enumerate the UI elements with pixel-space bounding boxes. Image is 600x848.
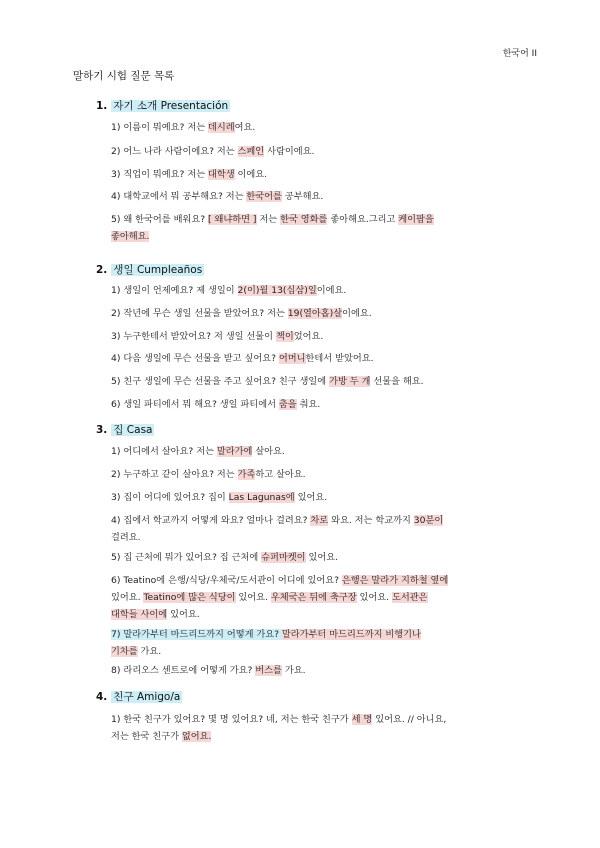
question-item: 6) 생일 파티에서 뭐 해요? 생일 파티에서 춤을 춰요. bbox=[111, 399, 321, 410]
question-item: 4) 집에서 학교까지 어떻게 와요? 얼마나 걸려요? 차로 와요. 저는 학교까지 30분이 걸려요. bbox=[111, 515, 444, 543]
question-item: 1) 생일이 언제예요? 제 생일이 2(이)월 13(십삼)일이에요. bbox=[111, 285, 347, 296]
question-item: 3) 직업이 뭐예요? 저는 대학생 이에요. bbox=[111, 169, 268, 180]
question-item: 7) 말라가부터 마드리드까지 어떻게 가요? 말라가부터 마드리드까지 비행기나 기차를 가요. bbox=[111, 629, 421, 657]
question-item: 1) 어디에서 살아요? 저는 말라가에 살아요. bbox=[111, 446, 285, 457]
question-item: 2) 작년에 무슨 생일 선물을 받았어요? 저는 19(열아홉)살이에요. bbox=[111, 308, 372, 319]
section-title: 자기 소개 bbox=[113, 100, 158, 112]
section-number: 1. bbox=[96, 100, 108, 112]
question-item: 3) 누구한테서 받았어요? 저 생일 선물이 책이었어요. bbox=[111, 331, 324, 342]
section-heading-1 bbox=[96, 98, 230, 113]
question-item: 5) 친구 생일에 무슨 선물을 주고 싶어요? 친구 생일에 가방 두 개 선물을 해요. bbox=[111, 376, 424, 387]
question-item: 2) 어느 나라 사람이에요? 저는 스페인 사람이에요. bbox=[111, 146, 315, 157]
section-heading-2: 2. 생일 Cumpleaños bbox=[96, 264, 203, 276]
question-item: 1) 이름이 뭐예요? 저는 데시레여요. bbox=[111, 122, 256, 133]
question-item: 6) Teatino에 은행/식당/우체국/도서관이 어디에 있어요? 은행은 말라가 지하철 옆에 있어요. Teatino에 많은 식당이 있어요. 우체국은 뒤에 축구장 있어요. 도서관은 대학들 사이에 있어요. bbox=[111, 575, 449, 620]
question-item: 3) 집이 어디에 있어요? 집이 Las Lagunas에 있어요. bbox=[111, 492, 328, 503]
question-item: 5) 집 근처에 뭐가 있어요? 집 근처에 슈퍼마켓이 있어요. bbox=[111, 552, 338, 563]
question-item: 4) 다음 생일에 무슨 선물을 받고 싶어요? 어머니한테서 받았어요. bbox=[111, 353, 374, 364]
question-item: 8) 라리오스 센트로에 어떻게 가요? 버스를 가요. bbox=[111, 665, 306, 676]
section-heading-4: 4. 친구 Amigo/a bbox=[96, 691, 181, 703]
question-item: 5) 왜 한국어를 배워요? [ 왜냐하면 ] 저는 한국 영화를 좋아해요.그리고 케이팝을 좋아해요. bbox=[111, 214, 434, 242]
section-heading-3: 3. 집 Casa bbox=[96, 424, 153, 436]
section-title-es: Presentación bbox=[160, 100, 229, 112]
page-title: 말하기 시험 질문 목록 bbox=[73, 70, 175, 82]
question-item: 4) 대학교에서 뭐 공부해요? 저는 한국어를 공부해요. bbox=[111, 191, 324, 202]
course-label: 한국어 II bbox=[502, 49, 537, 59]
question-item: 1) 한국 친구가 있어요? 몇 명 있어요? 네, 저는 한국 친구가 세 명 있어요. // 아니요, 저는 한국 친구가 없어요. bbox=[111, 714, 447, 742]
question-item: 2) 누구하고 같이 살아요? 저는 가족하고 살아요. bbox=[111, 469, 306, 480]
